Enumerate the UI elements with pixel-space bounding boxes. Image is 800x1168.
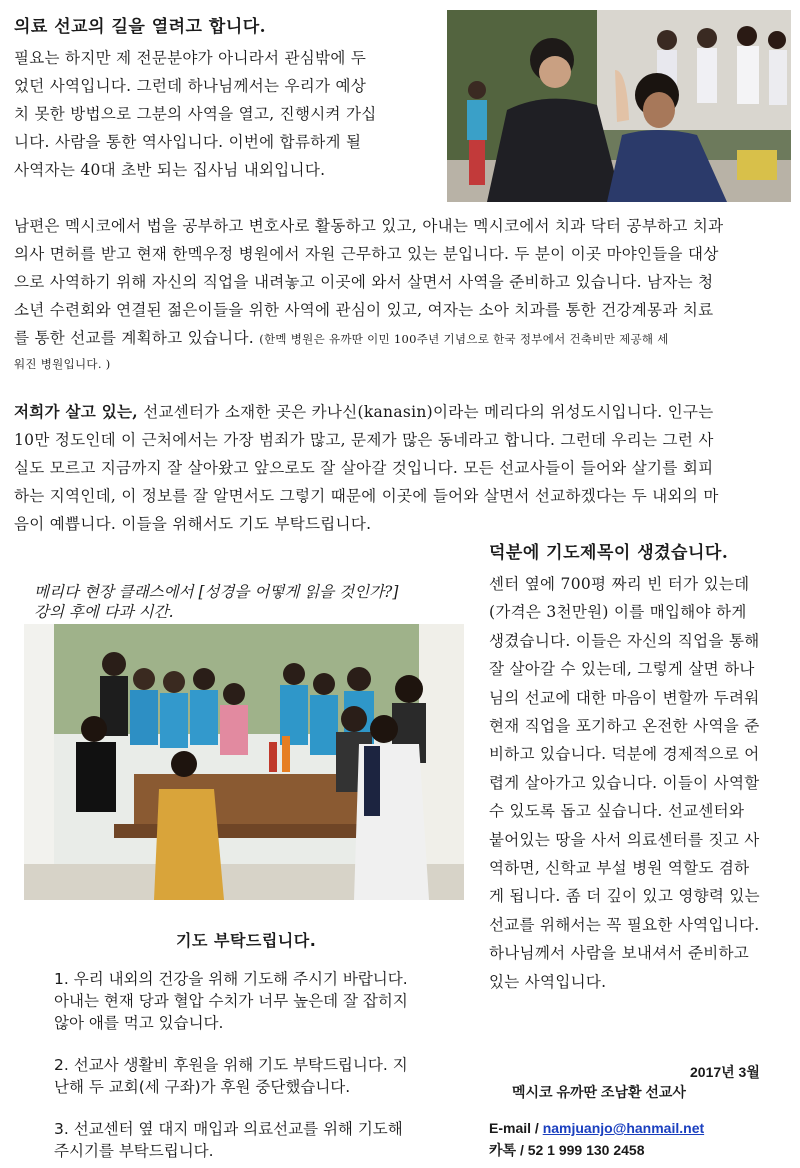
sender-name: 멕시코 유까딴 조남환 선교사 — [512, 1084, 686, 1100]
section-title-medical-mission: 의료 선교의 길을 열려고 합니다. — [14, 17, 267, 37]
hospital-note: (한멕 병원은 유까딴 이민 100주년 기념으로 한국 정부에서 건축비만 제공해 세 — [259, 332, 669, 346]
text-line: 실도 모르고 지금까지 잘 살아왔고 앞으로도 잘 살아갈 것입니다. 모든 선교사들이 들어와 살기를 회피 — [14, 459, 714, 477]
text-line: 사역자는 40대 초반 되는 집사님 내외입니다. — [14, 161, 326, 179]
text-line: (가격은 3천만원) 이를 매입해야 하게 — [489, 603, 747, 622]
kakao-id: 52 1 999 130 2458 — [527, 1142, 645, 1158]
hospital-note-continued: 워진 병원입니다. ) — [14, 357, 111, 371]
prayer-list — [54, 968, 464, 1162]
text-line: 선교를 위해서는 꼭 필요한 사역입니다. — [489, 915, 760, 934]
text-line: 수 있도록 돕고 싶습니다. 선교센터와 — [489, 802, 745, 821]
photo-prayer-laying-hands — [447, 10, 791, 202]
section2-lead: 저희가 살고 있는, — [14, 402, 139, 421]
photo-illustration — [447, 10, 791, 202]
text-line: 님의 선교에 대한 마음이 변할까 두려워 — [489, 688, 760, 707]
text-line: 저희가 살고 있는, 선교센터가 소재한 곳은 카나신(kanasin)이라는 메리다의 위성도시입니다. 인구는 — [14, 402, 714, 421]
section3-paragraph — [489, 570, 789, 996]
text-line: 소년 수련회와 연결된 젊은이들을 위한 사역에 관심이 있고, 여자는 소아 치과를 통한 건강계몽과 치료 — [14, 301, 714, 319]
text-line: 센터 옆에 700평 짜리 빈 터가 있는데 — [489, 575, 750, 593]
section-title-prayer-topic: 덕분에 기도제목이 생겼습니다. — [489, 543, 729, 563]
text-line: 었던 사역입니다. 그런데 하나님께서는 우리가 예상 — [14, 77, 367, 95]
text-line: 으로 사역하기 위해 자신의 직업을 내려놓고 이곳에 와서 살면서 사역을 준비하고 있습니다. 남자는 청 — [14, 273, 714, 291]
text-line: 역하면, 신학교 부설 병원 역할도 겸하 — [489, 859, 750, 878]
section1-full-paragraph — [14, 212, 786, 375]
prayer-request-title: 기도 부탁드립니다. — [176, 931, 317, 950]
text-line: 남편은 멕시코에서 법을 공부하고 변호사로 활동하고 있고, 아내는 멕시코에서 치과 닥터 공부하고 치과 — [14, 217, 724, 235]
text-line: 의사 면허를 받고 현재 한멕우정 병원에서 자원 근무하고 있는 분입니다. 두 분이 이곳 마야인들을 대상 — [14, 245, 719, 263]
text-line: 니다. 사람을 통한 역사입니다. 이번에 합류하게 될 — [14, 133, 362, 151]
text-line: 비하고 있습니다. 덕분에 경제적으로 어 — [489, 745, 760, 764]
photo-group-refreshment-time — [24, 624, 464, 900]
prayer-item: 1. 우리 내외의 건강을 위해 기도해 주시기 바랍니다. 아내는 현재 당과 혈압 수치가 너무 높은데 잘 잡히지 않아 애를 먹고 있습니다. — [54, 970, 408, 1032]
section1-narrow-paragraph — [14, 44, 414, 184]
text-line: 붙어있는 땅을 사서 의료센터를 짓고 사 — [489, 830, 760, 849]
text-line: 잘 살아갈 수 있는데, 그렇게 살면 하나 — [489, 660, 755, 679]
text-line: 음이 예쁩니다. 이들을 위해서도 기도 부탁드립니다. — [14, 515, 372, 533]
section2-paragraph — [14, 398, 786, 538]
text-line: 필요는 하지만 제 전문분야가 아니라서 관심밖에 두 — [14, 49, 367, 67]
text-line: 렵게 살아가고 있습니다. 이들이 사역할 — [489, 773, 760, 792]
text-line: 게 됩니다. 좀 더 깊이 있고 영향력 있는 — [489, 887, 760, 906]
text-line: 현재 직업을 포기하고 온전한 사역을 준 — [489, 717, 760, 736]
text-line: 하나님께서 사람을 보내셔서 준비하고 — [489, 944, 750, 963]
prayer-item: 2. 선교사 생활비 후원을 위해 기도 부탁드립니다. 지 난해 두 교회(세 구좌)가 후원 중단했습니다. — [54, 1056, 408, 1096]
prayer-item: 3. 선교센터 옆 대지 매입과 의료선교를 위해 기도해 주시기를 부탁드립니다. — [54, 1120, 403, 1160]
email-line: E-mail / namjuanjo@hanmail.net — [489, 1120, 705, 1136]
text-line: 하는 지역인데, 이 정보를 잘 알면서도 그렇기 때문에 이곳에 들어와 살면서 선교하겠다는 두 내외의 마 — [14, 487, 719, 505]
photo-caption — [34, 582, 454, 622]
caption-line: 강의 후에 다과 시간. — [34, 603, 174, 621]
text-line: 있는 사역입니다. — [489, 972, 607, 991]
email-link[interactable]: namjuanjo@hanmail.net — [542, 1120, 705, 1136]
text-line: 생겼습니다. 이들은 자신의 직업을 통해 — [489, 631, 760, 650]
text-line: 10만 정도인데 이 근처에서는 가장 범죄가 많고, 문제가 많은 동네라고 합니다. 그런데 우리는 그런 사 — [14, 431, 714, 449]
text-line: 치 못한 방법으로 그분의 사역을 열고, 진행시켜 가십 — [14, 105, 377, 123]
letter-date: 2017년 3월 — [690, 1064, 760, 1080]
kakao-line: 카톡 / 52 1 999 130 2458 — [489, 1142, 645, 1158]
caption-line: 메리다 현장 클래스에서 [성경을 어떻게 읽을 것인가?] — [34, 583, 399, 601]
text-line-with-note: 를 통한 선교를 계획하고 있습니다. (한멕 병원은 유까딴 이민 100주년 기념으로 한국 정부에서 건축비만 제공해 세 — [14, 329, 669, 347]
photo-illustration — [24, 624, 464, 900]
